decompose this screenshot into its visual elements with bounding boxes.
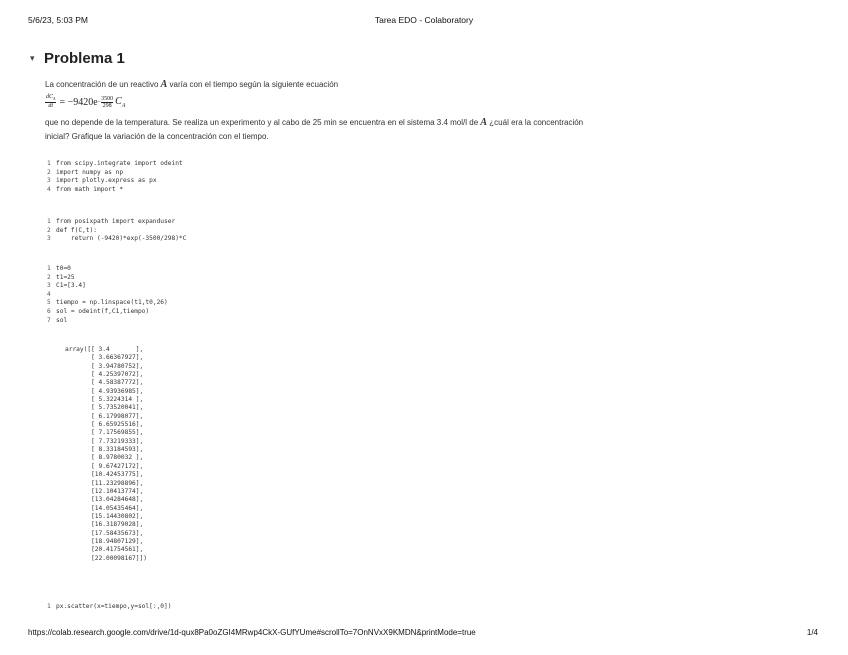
code-cell-function[interactable]: 1 from posixpath import expanduser 2 def f(C,t): 3 return (-9420)*exp(-3500/298)*C: [47, 218, 187, 243]
output-line: [ 5.73520041],: [65, 404, 144, 412]
code-cell-imports[interactable]: 1 from scipy.integrate import odeint 2 import numpy as np 3 import plotly.express as px 4 from math import *: [47, 160, 183, 193]
output-line: [11.23298896],: [65, 479, 144, 487]
problem-text-question: que no depende de la temperatura. Se realiza un experimento y al cabo de 25 min se encuentra en el sistema 3.4 mol/l de A ¿cuál era la concentración inicial? Grafique la variación de la concentración con el tiempo.: [45, 117, 584, 141]
output-line: [ 9.67427172],: [65, 462, 144, 470]
output-line: [17.58435673],: [65, 529, 144, 537]
problem-text-intro: La concentración de un reactivo A varía con el tiempo según la siguiente ecuación: [45, 79, 339, 90]
output-line: [ 8.33184593],: [65, 446, 144, 454]
output-line: [ 8.9780032 ],: [65, 454, 144, 462]
section-header[interactable]: [30, 50, 125, 67]
output-line: [20.41754561],: [65, 546, 144, 554]
output-line: [ 7.73219333],: [65, 437, 144, 445]
output-line: [ 7.17569855],: [65, 429, 144, 437]
output-line: [10.42453775],: [65, 471, 144, 479]
exponent: − $\frac{3500}{298}$: [97, 95, 114, 109]
variable-a: A: [160, 79, 168, 90]
output-line: [ 4.25397072],: [65, 371, 144, 379]
output-line: [16.31879028],: [65, 521, 144, 529]
code-cell-plot[interactable]: 1 px.scatter(x=tiempo,y=sol[:,0]): [47, 603, 172, 610]
output-line: [ 6.17998077],: [65, 412, 144, 420]
page-number: 1/4: [806, 628, 818, 637]
cell-output-array: [65, 346, 147, 563]
variable-a-2: A: [480, 117, 488, 128]
output-line: [ 5.3224314 ],: [65, 396, 144, 404]
derivative-fraction: $\frac{dC_A}{dt}$: [46, 93, 56, 110]
print-url: https://colab.research.google.com/drive/1d-qux8Pa0oZGI4MRwp4CkX-GUfYUme#scrollTo=7OnNVxX9KMDN&printMode=true: [28, 628, 476, 637]
output-line: [ 3.94780752],: [65, 362, 144, 370]
output-line: array([[ 3.4 ],: [65, 346, 144, 353]
output-line: [ 4.93936985],: [65, 387, 144, 395]
output-line: [12.10413774],: [65, 487, 144, 495]
output-line: [22.00098167]]): [65, 554, 147, 562]
code-cell-solve[interactable]: 1 t0=0 2 t1=25 3 C1=[3.4] 4 5 tiempo = np.linspace(t1,t0,26) 6 sol = odeint(f,C1,tiempo) 7 sol: [47, 265, 168, 324]
output-line: [18.94807129],: [65, 537, 144, 545]
section-title: Problema 1: [44, 50, 125, 67]
print-datetime: 5/6/23, 5:03 PM: [28, 15, 89, 25]
print-title: Tarea EDO - Colaboratory: [374, 15, 474, 25]
output-line: [14.05435464],: [65, 504, 144, 512]
output-line: [ 6.65925516],: [65, 421, 144, 429]
output-line: [ 4.58387772],: [65, 379, 144, 387]
collapse-caret-icon[interactable]: ▾: [30, 53, 35, 63]
differential-equation: $\frac{dC_A}{dt}$ = −9420e − $\frac{3500}{298}$ $C_A$: [46, 93, 126, 110]
output-line: [15.14430802],: [65, 512, 144, 520]
output-line: [13.04284648],: [65, 496, 144, 504]
output-line: [ 3.66367927],: [65, 354, 144, 362]
